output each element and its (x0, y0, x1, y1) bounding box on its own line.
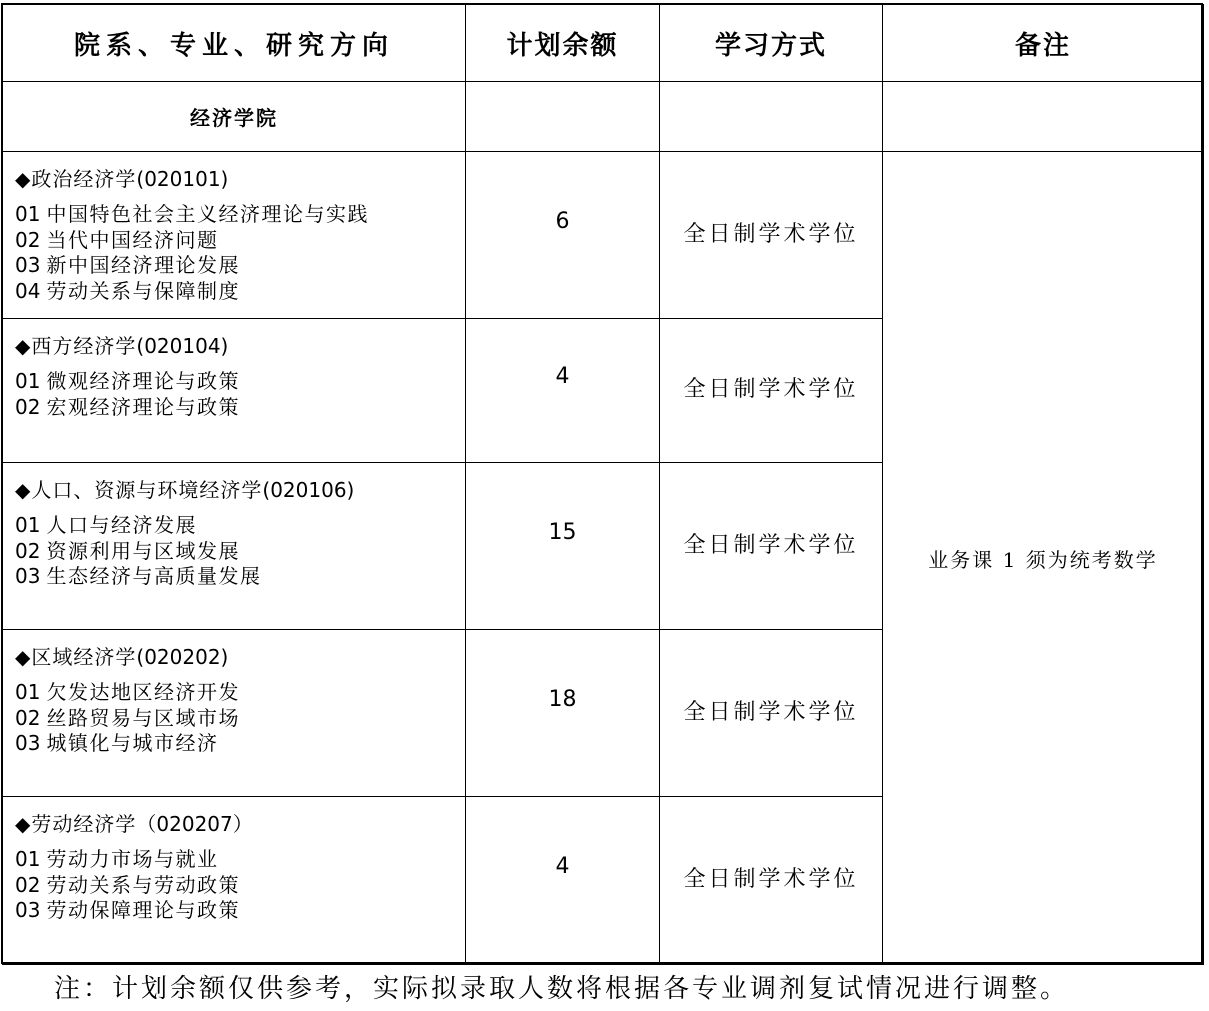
major-cell (3, 797, 466, 965)
research-direction (15, 898, 465, 924)
major-cell (3, 630, 466, 797)
direction-text: 微观经济理论与政策 (46, 369, 240, 393)
college-quota-cell (466, 82, 660, 152)
major-code: (020106) (262, 478, 355, 502)
direction-number: 03 (15, 253, 41, 277)
research-direction (15, 731, 465, 757)
major-code: (020101) (136, 167, 229, 191)
footnote: 注：计划余额仅供参考，实际拟录取人数将根据各专业调剂复试情况进行调整。 (54, 974, 1070, 1004)
research-direction (15, 395, 465, 421)
major-rows (3, 152, 1204, 965)
study-mode: 全日制学术学位 (683, 221, 859, 247)
direction-number: 01 (15, 369, 41, 393)
research-direction (15, 253, 465, 279)
college-mode-cell (660, 82, 883, 152)
direction-text: 劳动力市场与就业 (46, 847, 219, 871)
quota-value: 6 (555, 208, 570, 234)
research-direction (15, 513, 465, 539)
header-major-direction: 院系、专业、研究方向 (3, 5, 466, 82)
college-row (3, 82, 1204, 152)
study-mode: 全日制学术学位 (683, 377, 859, 402)
direction-number: 02 (15, 705, 41, 730)
study-mode: 全日制学术学位 (683, 532, 859, 558)
remark-cell: 业务课 1 须为统考数学 (883, 152, 1204, 965)
direction-number: 02 (15, 227, 41, 252)
direction-text: 中国特色社会主义经济理论与实践 (46, 202, 369, 226)
diamond-icon: ◆ (15, 645, 32, 669)
direction-text: 欠发达地区经济开发 (46, 680, 240, 704)
study-mode-cell (660, 152, 883, 319)
college-remark-cell (883, 82, 1204, 152)
quota-value: 4 (555, 364, 570, 389)
direction-number: 01 (15, 513, 41, 537)
major-title (15, 644, 465, 670)
research-direction (15, 706, 465, 732)
diamond-icon: ◆ (15, 334, 32, 358)
quota-cell (466, 463, 660, 630)
study-mode-cell (660, 319, 883, 463)
quota-value: 15 (548, 519, 577, 545)
major-code: (020202) (136, 645, 229, 669)
major-title (15, 811, 465, 837)
table-row (3, 152, 1204, 319)
major-cell (3, 319, 466, 463)
header-remark: 备注 (883, 5, 1204, 82)
enrollment-plan-table (2, 4, 1204, 965)
quota-cell (466, 152, 660, 319)
research-direction (15, 564, 465, 590)
college-name: 经济学院 (3, 82, 466, 152)
major-name: 西方经济学 (31, 334, 137, 358)
direction-text: 宏观经济理论与政策 (46, 394, 240, 419)
direction-text: 资源利用与区域发展 (46, 538, 240, 563)
header-study-mode: 学习方式 (660, 5, 883, 82)
major-title (15, 333, 465, 359)
major-code: （020207） (136, 812, 253, 836)
major-name: 人口、资源与环境经济学 (31, 478, 263, 502)
research-direction (15, 873, 465, 899)
research-direction (15, 847, 465, 873)
header-quota: 计划余额 (466, 5, 660, 82)
quota-cell (466, 797, 660, 965)
research-direction (15, 369, 465, 395)
study-mode-cell (660, 797, 883, 965)
research-direction (15, 279, 465, 305)
direction-number: 03 (15, 731, 41, 755)
quota-cell (466, 630, 660, 797)
direction-text: 城镇化与城市经济 (46, 731, 219, 755)
major-cell (3, 152, 466, 319)
direction-text: 丝路贸易与区域市场 (46, 705, 240, 730)
direction-text: 人口与经济发展 (46, 513, 197, 537)
direction-number: 01 (15, 202, 41, 226)
diamond-icon: ◆ (15, 167, 32, 191)
direction-text: 劳动关系与保障制度 (46, 278, 240, 303)
major-name: 区域经济学 (31, 645, 137, 669)
research-direction (15, 228, 465, 254)
direction-text: 新中国经济理论发展 (46, 253, 240, 277)
research-direction (15, 202, 465, 228)
study-mode-cell (660, 630, 883, 797)
direction-text: 劳动保障理论与政策 (46, 898, 240, 922)
direction-text: 当代中国经济问题 (46, 227, 219, 252)
quota-cell (466, 319, 660, 463)
major-name: 劳动经济学 (31, 812, 137, 836)
study-mode: 全日制学术学位 (683, 867, 859, 892)
major-name: 政治经济学 (31, 167, 137, 191)
direction-number: 02 (15, 394, 41, 419)
diamond-icon: ◆ (15, 812, 32, 836)
study-mode: 全日制学术学位 (683, 699, 859, 725)
research-direction (15, 539, 465, 565)
study-mode-cell (660, 463, 883, 630)
major-title (15, 477, 465, 503)
direction-text: 生态经济与高质量发展 (46, 564, 262, 588)
direction-number: 02 (15, 538, 41, 563)
table-header-row (3, 5, 1204, 82)
research-direction (15, 680, 465, 706)
major-title (15, 166, 465, 192)
direction-text: 劳动关系与劳动政策 (46, 872, 240, 897)
direction-number: 02 (15, 872, 41, 897)
diamond-icon: ◆ (15, 478, 32, 502)
quota-value: 18 (548, 686, 577, 712)
major-cell (3, 463, 466, 630)
major-code: (020104) (136, 334, 229, 358)
quota-value: 4 (555, 854, 570, 879)
direction-number: 04 (15, 278, 41, 303)
direction-number: 03 (15, 898, 41, 922)
direction-number: 03 (15, 564, 41, 588)
direction-number: 01 (15, 847, 41, 871)
direction-number: 01 (15, 680, 41, 704)
